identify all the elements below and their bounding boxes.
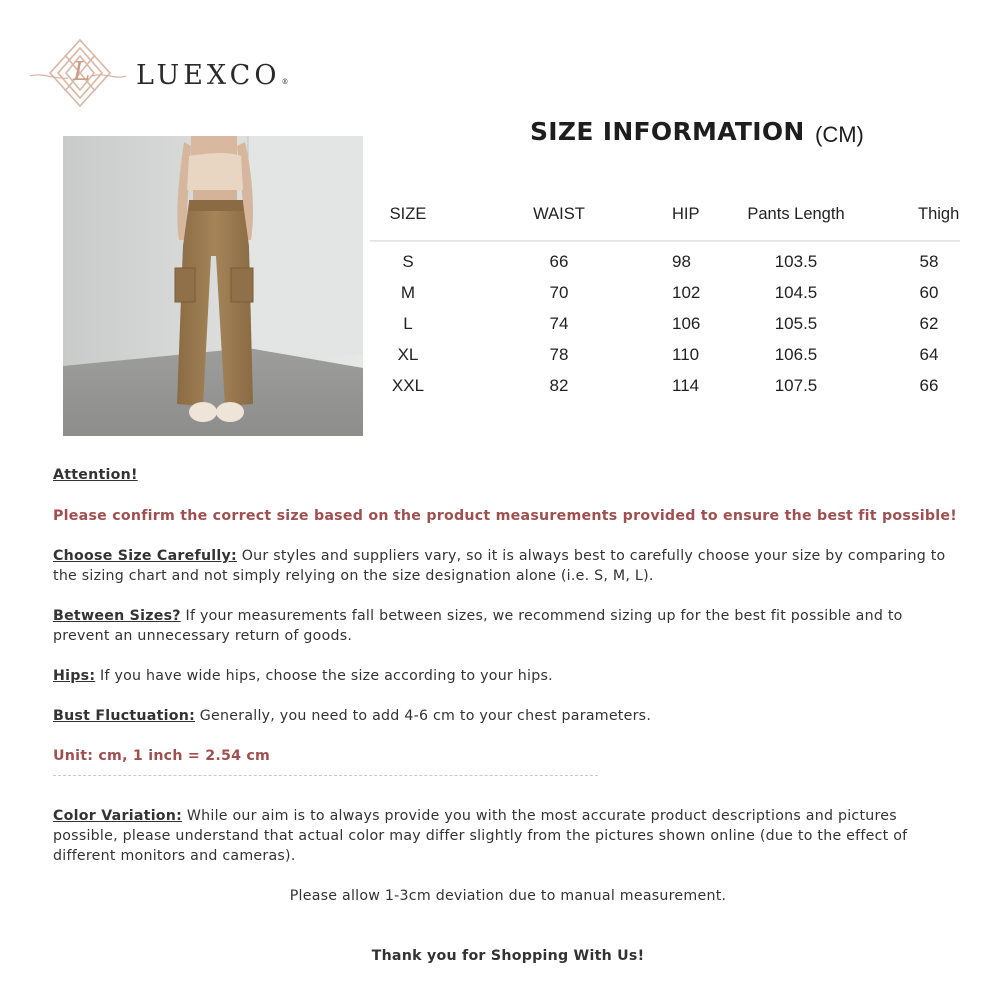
- cell-waist: 66: [549, 251, 569, 271]
- cell-size: M: [400, 282, 416, 302]
- cell-hip: 110: [672, 344, 700, 364]
- confirm-note: Please confirm the correct size based on the product measurements provided to ensure the best fit possible!: [53, 508, 958, 524]
- cell-pants-length: 106.5: [774, 344, 818, 364]
- deviation-note: Please allow 1-3cm deviation due to manual measurement.: [289, 888, 727, 904]
- hips-note: Hips: If you have wide hips, choose the size according to your hips.: [53, 668, 553, 684]
- cell-hip: 98: [672, 251, 691, 271]
- table-row: [370, 339, 960, 370]
- cell-thigh: 64: [919, 344, 939, 364]
- cell-pants-length: 107.5: [774, 375, 818, 395]
- brand-logo: [28, 36, 292, 110]
- cell-waist: 74: [549, 313, 569, 333]
- dashed-divider: [53, 775, 598, 776]
- svg-text:L: L: [73, 57, 91, 87]
- cell-waist: 70: [549, 282, 569, 302]
- cell-pants-length: 103.5: [774, 251, 818, 271]
- cell-hip: 106: [672, 313, 701, 333]
- choose-size-note: Choose Size Carefully: Our styles and suppliers vary, so it is always best to carefully choose your size by comparing to the sizing chart and not simply relying on the size designation alone (i.e. S, M, L).: [53, 548, 946, 584]
- product-photo: [63, 136, 363, 436]
- cell-size: XL: [397, 344, 419, 364]
- attention-heading: Attention!: [53, 467, 138, 483]
- cell-thigh: 62: [919, 313, 939, 333]
- cell-waist: 82: [549, 375, 569, 395]
- header-waist: WAIST: [533, 204, 585, 223]
- table-row: [370, 277, 960, 308]
- cell-thigh: 66: [919, 375, 939, 395]
- bust-note: Bust Fluctuation: Generally, you need to add 4-6 cm to your chest parameters.: [53, 708, 652, 724]
- unit-note: Unit: cm, 1 inch = 2.54 cm: [53, 748, 271, 764]
- table-row: [370, 308, 960, 339]
- cell-pants-length: 105.5: [774, 313, 818, 333]
- cell-thigh: 60: [919, 282, 939, 302]
- table-row: [370, 246, 960, 277]
- table-header-row: [370, 196, 960, 232]
- header-pants-length: Pants Length: [747, 204, 845, 223]
- table-row: [370, 370, 960, 401]
- cell-waist: 78: [549, 344, 569, 364]
- cell-size: XXL: [391, 375, 425, 395]
- cell-hip: 102: [672, 282, 701, 302]
- header-divider: [370, 240, 960, 242]
- color-variation-note: Color Variation: While our aim is to always provide you with the most accurate product descriptions and pictures possible, please understand that actual color may differ slightly from the pictures shown online (due to the effect of different monitors and cameras).: [53, 808, 908, 864]
- cell-pants-length: 104.5: [774, 282, 818, 302]
- header-thigh: Thigh: [918, 204, 960, 223]
- size-info-title: SIZE INFORMATION: [530, 117, 805, 146]
- size-unit: (CM): [815, 122, 864, 147]
- brand-name: LUEXCO®: [136, 59, 293, 91]
- between-sizes-note: Between Sizes? If your measurements fall between sizes, we recommend sizing up for the best fit possible and to prevent an unnecessary return of goods.: [53, 608, 903, 644]
- size-table: [370, 196, 960, 401]
- thanks-note: Thank you for Shopping With Us!: [371, 948, 645, 964]
- header-size: SIZE: [389, 204, 427, 223]
- luexco-monogram-icon: [28, 36, 128, 110]
- cell-size: L: [403, 313, 413, 333]
- cell-hip: 114: [672, 375, 700, 395]
- cell-size: S: [402, 251, 414, 271]
- cell-thigh: 58: [919, 251, 939, 271]
- header-hip: HIP: [672, 204, 700, 223]
